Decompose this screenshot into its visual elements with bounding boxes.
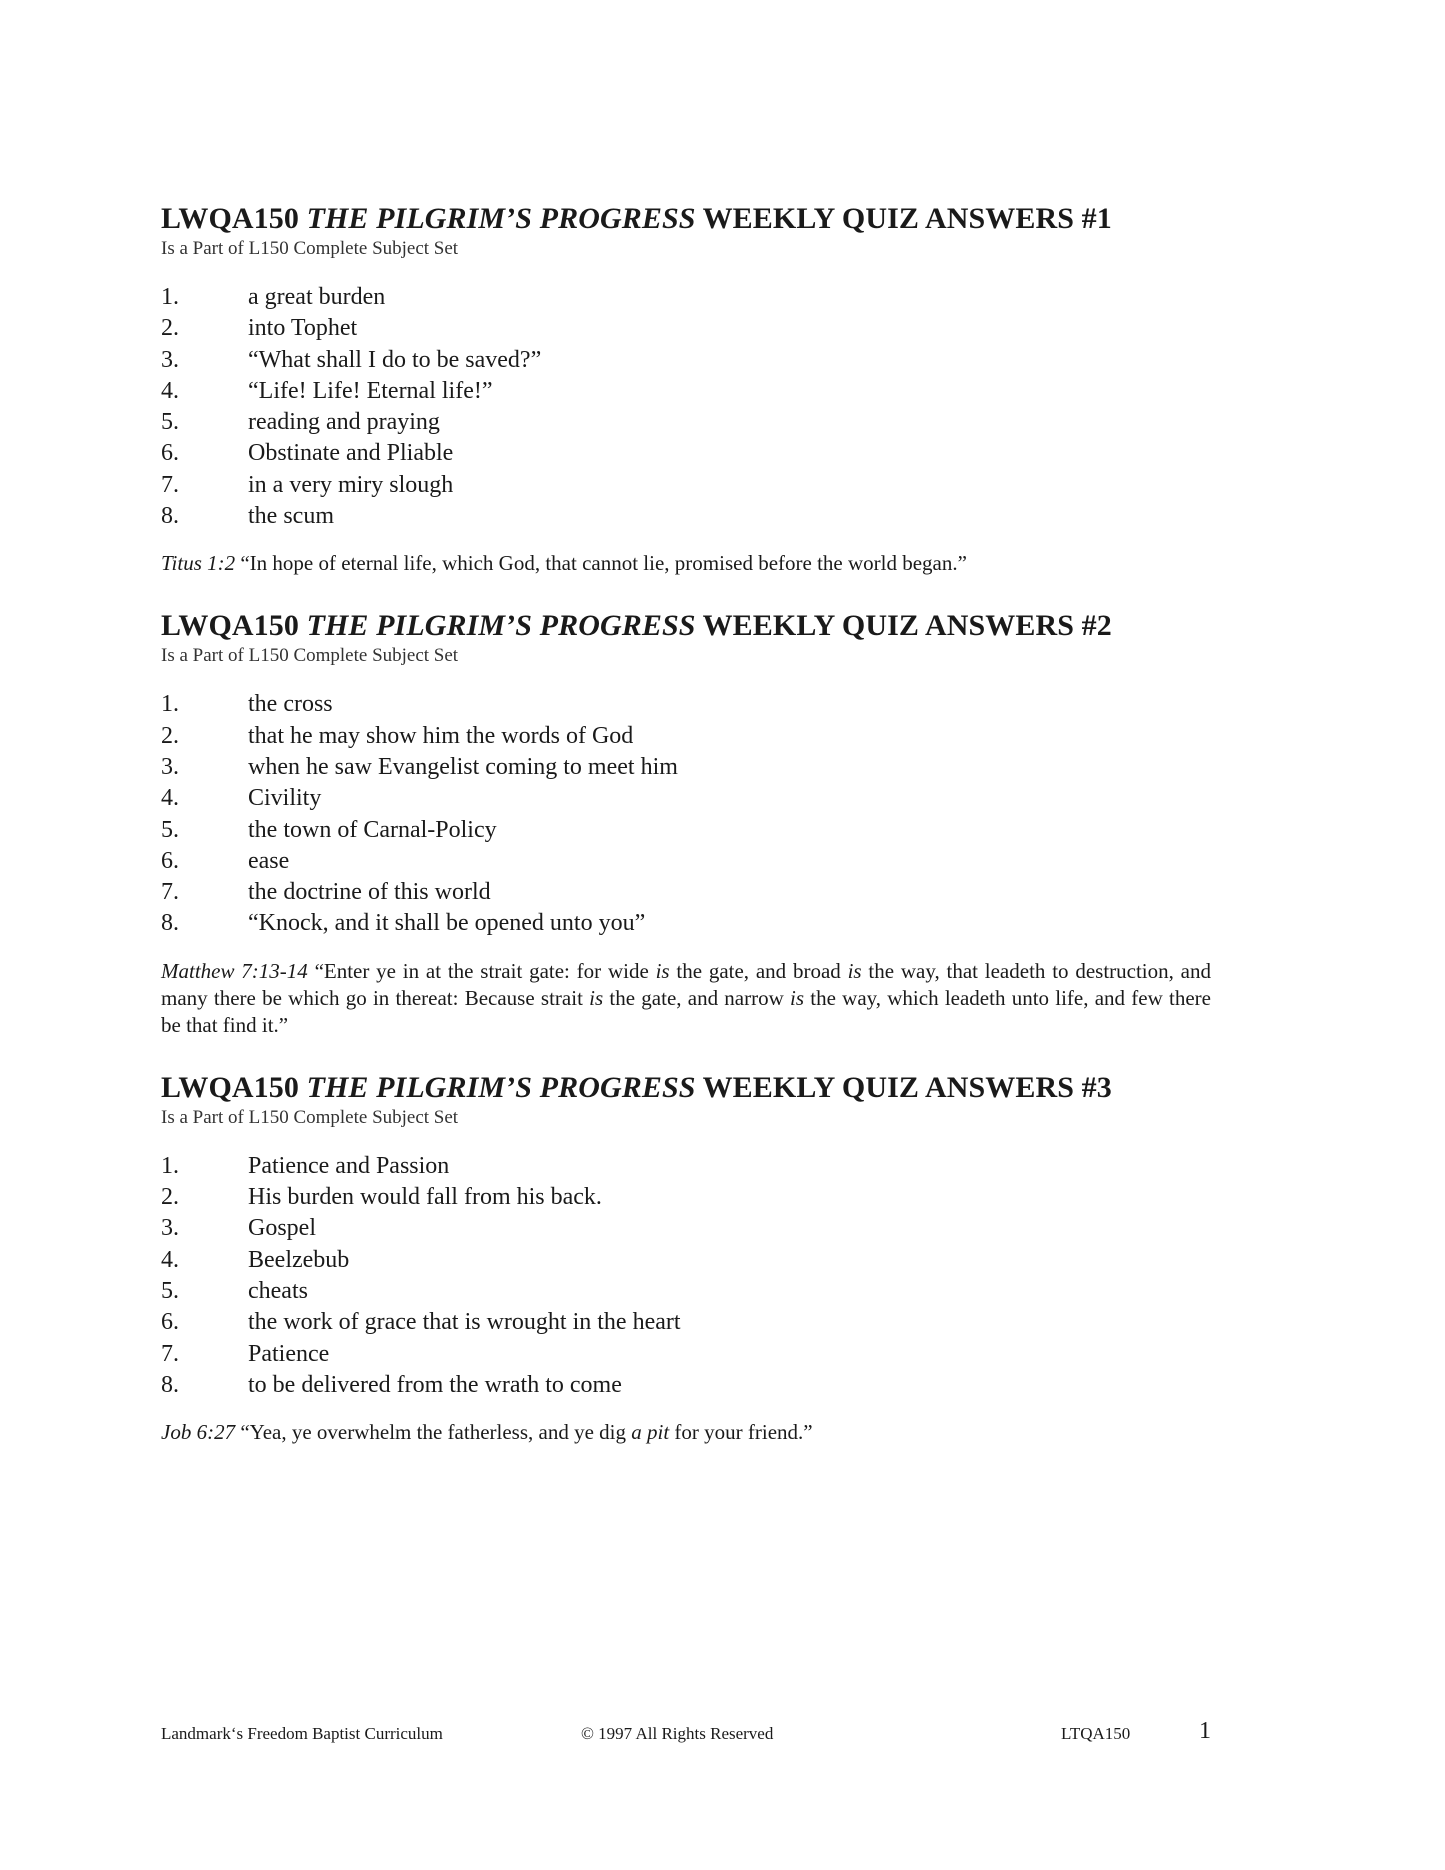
answer-number: 6.: [161, 440, 179, 467]
answer-number: 7.: [161, 471, 179, 498]
answer-list: [161, 282, 1211, 532]
document-content: [161, 200, 1211, 1476]
answer-number: 1.: [161, 1152, 179, 1179]
title-book: THE PILGRIM’S PROGRESS: [306, 609, 696, 643]
verse-italic-text: is: [847, 958, 862, 983]
answer-text: the doctrine of this world: [248, 879, 491, 906]
title-quiz-label: WEEKLY QUIZ ANSWERS #3: [695, 1070, 1112, 1104]
answer-item: [161, 407, 1211, 438]
section-title: [161, 200, 1211, 238]
footer-copyright: © 1997 All Rights Reserved: [581, 1724, 774, 1743]
section-title: [161, 607, 1211, 645]
footer-publisher: Landmark‘s Freedom Baptist Curriculum: [161, 1724, 443, 1743]
answer-text: the work of grace that is wrought in the heart: [248, 1309, 681, 1336]
answer-number: 6.: [161, 1309, 179, 1336]
answer-number: 2.: [161, 722, 179, 749]
answer-number: 3.: [161, 346, 179, 373]
title-quiz-label: WEEKLY QUIZ ANSWERS #2: [695, 609, 1112, 643]
title-book: THE PILGRIM’S PROGRESS: [306, 1070, 696, 1104]
answer-item: [161, 877, 1211, 908]
answer-text: Obstinate and Pliable: [248, 440, 454, 467]
answer-item: [161, 846, 1211, 877]
answer-text: when he saw Evangelist coming to meet him: [248, 753, 678, 780]
page-number: 1: [1199, 1718, 1211, 1744]
answer-item: [161, 501, 1211, 532]
answer-item: [161, 815, 1211, 846]
answer-number: 5.: [161, 409, 179, 436]
section-title: [161, 1069, 1211, 1107]
answer-item: [161, 438, 1211, 469]
answer-text: to be delivered from the wrath to come: [248, 1371, 622, 1398]
answer-number: 5.: [161, 1277, 179, 1304]
verse-italic-text: is: [589, 985, 604, 1010]
answer-item: [161, 689, 1211, 720]
answer-number: 4.: [161, 1246, 179, 1273]
title-quiz-label: WEEKLY QUIZ ANSWERS #1: [695, 202, 1112, 235]
answer-number: 8.: [161, 503, 179, 530]
answer-item: [161, 313, 1211, 344]
section-subtitle: Is a Part of L150 Complete Subject Set: [161, 238, 459, 259]
verse-italic-text: is: [655, 958, 670, 983]
title-code: LWQA150: [161, 609, 307, 643]
scripture-verse: [161, 550, 1211, 577]
answer-text: the town of Carnal-Policy: [248, 816, 497, 843]
answer-number: 4.: [161, 785, 179, 812]
verse-text: “Enter ye in at the strait gate: for wide: [307, 958, 656, 983]
verse-italic-text: a pit: [631, 1420, 670, 1445]
answer-text: cheats: [248, 1277, 308, 1304]
answer-item: [161, 470, 1211, 501]
answer-item: [161, 282, 1211, 313]
answer-item: [161, 1307, 1211, 1338]
answer-text: “What shall I do to be saved?”: [248, 346, 542, 373]
answer-item: [161, 908, 1211, 939]
answer-item: [161, 783, 1211, 814]
answer-item: [161, 1339, 1211, 1370]
answer-number: 8.: [161, 1371, 179, 1398]
answer-number: 7.: [161, 1340, 179, 1367]
answer-text: Gospel: [248, 1215, 316, 1242]
answer-text: reading and praying: [248, 409, 440, 436]
answer-text: “Life! Life! Eternal life!”: [248, 377, 493, 404]
quiz-section: [161, 607, 1211, 1038]
answer-text: in a very miry slough: [248, 471, 454, 498]
answer-number: 5.: [161, 816, 179, 843]
answer-item: [161, 1182, 1211, 1213]
answer-list: [161, 689, 1211, 939]
scripture-verse: [161, 958, 1211, 1039]
answer-number: 2.: [161, 315, 179, 342]
title-code: LWQA150: [161, 202, 307, 235]
answer-number: 4.: [161, 377, 179, 404]
answer-item: [161, 376, 1211, 407]
answer-text: Patience: [248, 1340, 330, 1367]
answer-item: [161, 1213, 1211, 1244]
section-subtitle: Is a Part of L150 Complete Subject Set: [161, 645, 459, 667]
answer-number: 2.: [161, 1184, 179, 1211]
answer-item: [161, 1151, 1211, 1182]
section-subtitle: Is a Part of L150 Complete Subject Set: [161, 1106, 459, 1128]
title-book: THE PILGRIM’S PROGRESS: [306, 202, 696, 235]
verse-reference: Job 6:27: [161, 1420, 236, 1445]
title-code: LWQA150: [161, 1070, 307, 1104]
answer-text: the cross: [248, 691, 333, 718]
page-footer: [161, 1718, 1216, 1748]
answer-number: 6.: [161, 847, 179, 874]
verse-text: “Yea, ye overwhelm the fatherless, and ye dig: [235, 1420, 632, 1445]
answer-text: His burden would fall from his back.: [248, 1184, 602, 1211]
answer-item: [161, 1370, 1211, 1401]
answer-text: the scum: [248, 503, 334, 530]
verse-text: the gate, and broad: [669, 958, 848, 983]
answer-item: [161, 345, 1211, 376]
verse-italic-text: is: [790, 985, 805, 1010]
verse-text: the way, which leadeth unto life, and few there be that find it.”: [161, 985, 1211, 1037]
verse-reference: Matthew 7:13-14: [161, 958, 308, 983]
answer-item: [161, 721, 1211, 752]
verse-text: “In hope of eternal life, which God, that cannot lie, promised before the world began.”: [235, 551, 967, 576]
answer-text: Civility: [248, 785, 322, 812]
answer-number: 3.: [161, 1215, 179, 1242]
verse-text: the way, that leadeth to destruction, and many there be which go in thereat: Because strait: [161, 958, 1211, 1010]
answer-item: [161, 1276, 1211, 1307]
answer-item: [161, 752, 1211, 783]
answer-list: [161, 1151, 1211, 1401]
scripture-verse: [161, 1419, 1211, 1446]
answer-text: Patience and Passion: [248, 1152, 450, 1179]
answer-number: 8.: [161, 910, 179, 937]
answer-text: Beelzebub: [248, 1246, 350, 1273]
answer-text: a great burden: [248, 284, 386, 310]
quiz-section: [161, 200, 1211, 577]
answer-item: [161, 1245, 1211, 1276]
verse-text: for your friend.”: [669, 1420, 813, 1445]
answer-number: 1.: [161, 691, 179, 718]
answer-text: that he may show him the words of God: [248, 722, 634, 749]
answer-number: 7.: [161, 879, 179, 906]
answer-number: 3.: [161, 753, 179, 780]
quiz-section: [161, 1069, 1211, 1446]
answer-number: 1.: [161, 284, 179, 310]
answer-text: “Knock, and it shall be opened unto you”: [248, 910, 646, 937]
footer-code: LTQA150: [1061, 1724, 1131, 1743]
answer-text: ease: [248, 847, 290, 874]
answer-text: into Tophet: [248, 315, 358, 342]
verse-reference: Titus 1:2: [161, 551, 236, 576]
verse-text: the gate, and narrow: [603, 985, 791, 1010]
